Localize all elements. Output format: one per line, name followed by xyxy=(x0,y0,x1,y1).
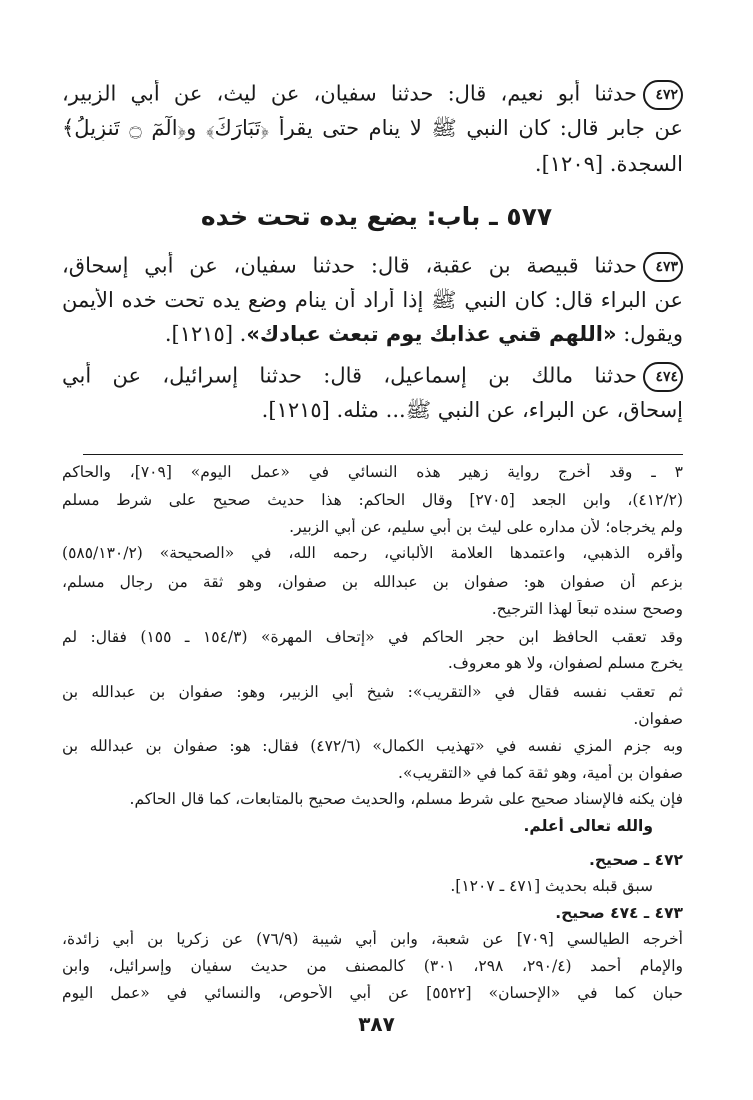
footnote-line: ٣ ـ وقد أخرج رواية زهير هذه النسائي في «عمل اليوم» [٧٠٩]، والحاكم xyxy=(62,463,683,481)
hadith-text: حدثنا مالك بن إسماعيل، قال: حدثنا إسرائيل، عن أبي xyxy=(62,363,637,388)
footnote-line: (٤١٢/٢)، وابن الجعد [٢٧٠٥] وقال الحاكم: هذا حديث صحيح على شرط مسلم xyxy=(62,491,683,509)
grade-472-text: سبق قبله بحديث [٤٧١ ـ ١٢٠٧]. xyxy=(450,877,653,895)
footnote-line: وقد تعقب الحافظ ابن حجر الحاكم في «إتحاف المهرة» (١٥٤/٣ ـ ١٥٥) فقال: لم xyxy=(62,628,683,646)
footnote-divider xyxy=(83,454,683,455)
footnote-line: وأقره الذهبي، واعتمدها العلامة الألباني، رحمه الله، في «الصحيحة» (٥٨٥/١٣٠/٢) xyxy=(62,544,683,562)
supplication-text: «اللهم قني عذابك يوم تبعث عبادك» xyxy=(246,322,617,346)
page-number: ٣٨٧ xyxy=(358,1012,395,1036)
hadith-number-badge: ٤٧٢ xyxy=(643,80,683,110)
hadith-472-line-2: عن جابر قال: كان النبي ﷺ لا ينام حتى يقرأ ﴿تَبَارَكَ﴾ و﴿الٓمٓ ۝ تَنزِيلُ﴾ xyxy=(62,116,683,140)
footnote-line: فإن يكنه فالإسناد صحيح على شرط مسلم، والحديث صحيح بالمتابعات، كما قال الحاكم. xyxy=(129,790,683,808)
hadith-472-line-1 xyxy=(62,80,683,110)
footnote-line: وبه جزم المزي نفسه في «تهذيب الكمال» (٤٧٢/٦) فقال: هو: صفوان بن عبدالله بن xyxy=(62,737,683,755)
footnote-line: ولم يخرجاه؛ لأن مداره على ليث بن أبي سليم، عن أبي الزبير. xyxy=(289,518,683,536)
footnote-line: صفوان بن أمية، وهو ثقة كما في «التقريب». xyxy=(398,764,683,782)
grade-473-label: ٤٧٣ ـ ٤٧٤ صحيح. xyxy=(555,904,683,922)
hadith-text: حدثنا أبو نعيم، قال: حدثنا سفيان، عن ليث، عن أبي الزبير، xyxy=(62,81,637,106)
hadith-473-line-1 xyxy=(62,252,683,282)
footnote-line: صفوان. xyxy=(633,710,683,728)
footnote-line: وصحح سنده تبعاً لهذا الترجيح. xyxy=(491,600,683,618)
footnote-closing: والله تعالى أعلم. xyxy=(523,817,653,835)
hadith-472-line-3: السجدة. [١٢٠٩]. xyxy=(534,152,683,176)
hadith-473-line-2: عن البراء قال: كان النبي ﷺ إذا أراد أن ينام وضع يده تحت خده الأيمن xyxy=(62,288,683,312)
grade-472-label: ٤٧٢ ـ صحيح. xyxy=(588,851,683,869)
footnote-line: يخرج مسلم لصفوان، ولا هو معروف. xyxy=(447,654,683,672)
chapter-heading: ٥٧٧ ـ باب: يضع يده تحت خده xyxy=(200,202,553,231)
hadith-number-badge: ٤٧٤ xyxy=(643,362,683,392)
footnote-line: ثم تعقب نفسه فقال في «التقريب»: شيخ أبي الزبير، وهو: صفوان بن عبدالله بن xyxy=(62,683,683,701)
footnote-line: حبان كما في «الإحسان» [٥٥٢٢] عن أبي الأحوص، والنسائي في «عمل اليوم xyxy=(62,984,683,1002)
hadith-474-line-2: إسحاق، عن البراء، عن النبي ﷺ... مثله. [١٢١٥]. xyxy=(261,398,683,422)
hadith-474-line-1 xyxy=(62,362,683,392)
hadith-number-badge: ٤٧٣ xyxy=(643,252,683,282)
hadith-reference: . [١٢١٥]. xyxy=(164,322,247,346)
hadith-text: ويقول: xyxy=(616,322,683,346)
footnote-line: والإمام أحمد (٢٩٠/٤، ٢٩٨، ٣٠١) كالمصنف من حديث سفيان وإسرائيل، وابن xyxy=(62,957,683,975)
footnote-line: بزعم أن صفوان هو: صفوان بن عبدالله بن صفوان، وهو ثقة من رجال مسلم، xyxy=(62,573,683,591)
footnote-line: أخرجه الطيالسي [٧٠٩] عن شعبة، وابن أبي شيبة (٧٦/٩) عن زكريا بن أبي زائدة، xyxy=(62,930,683,948)
hadith-473-line-3 xyxy=(62,322,683,347)
hadith-text: حدثنا قبيصة بن عقبة، قال: حدثنا سفيان، عن أبي إسحاق، xyxy=(62,253,637,278)
